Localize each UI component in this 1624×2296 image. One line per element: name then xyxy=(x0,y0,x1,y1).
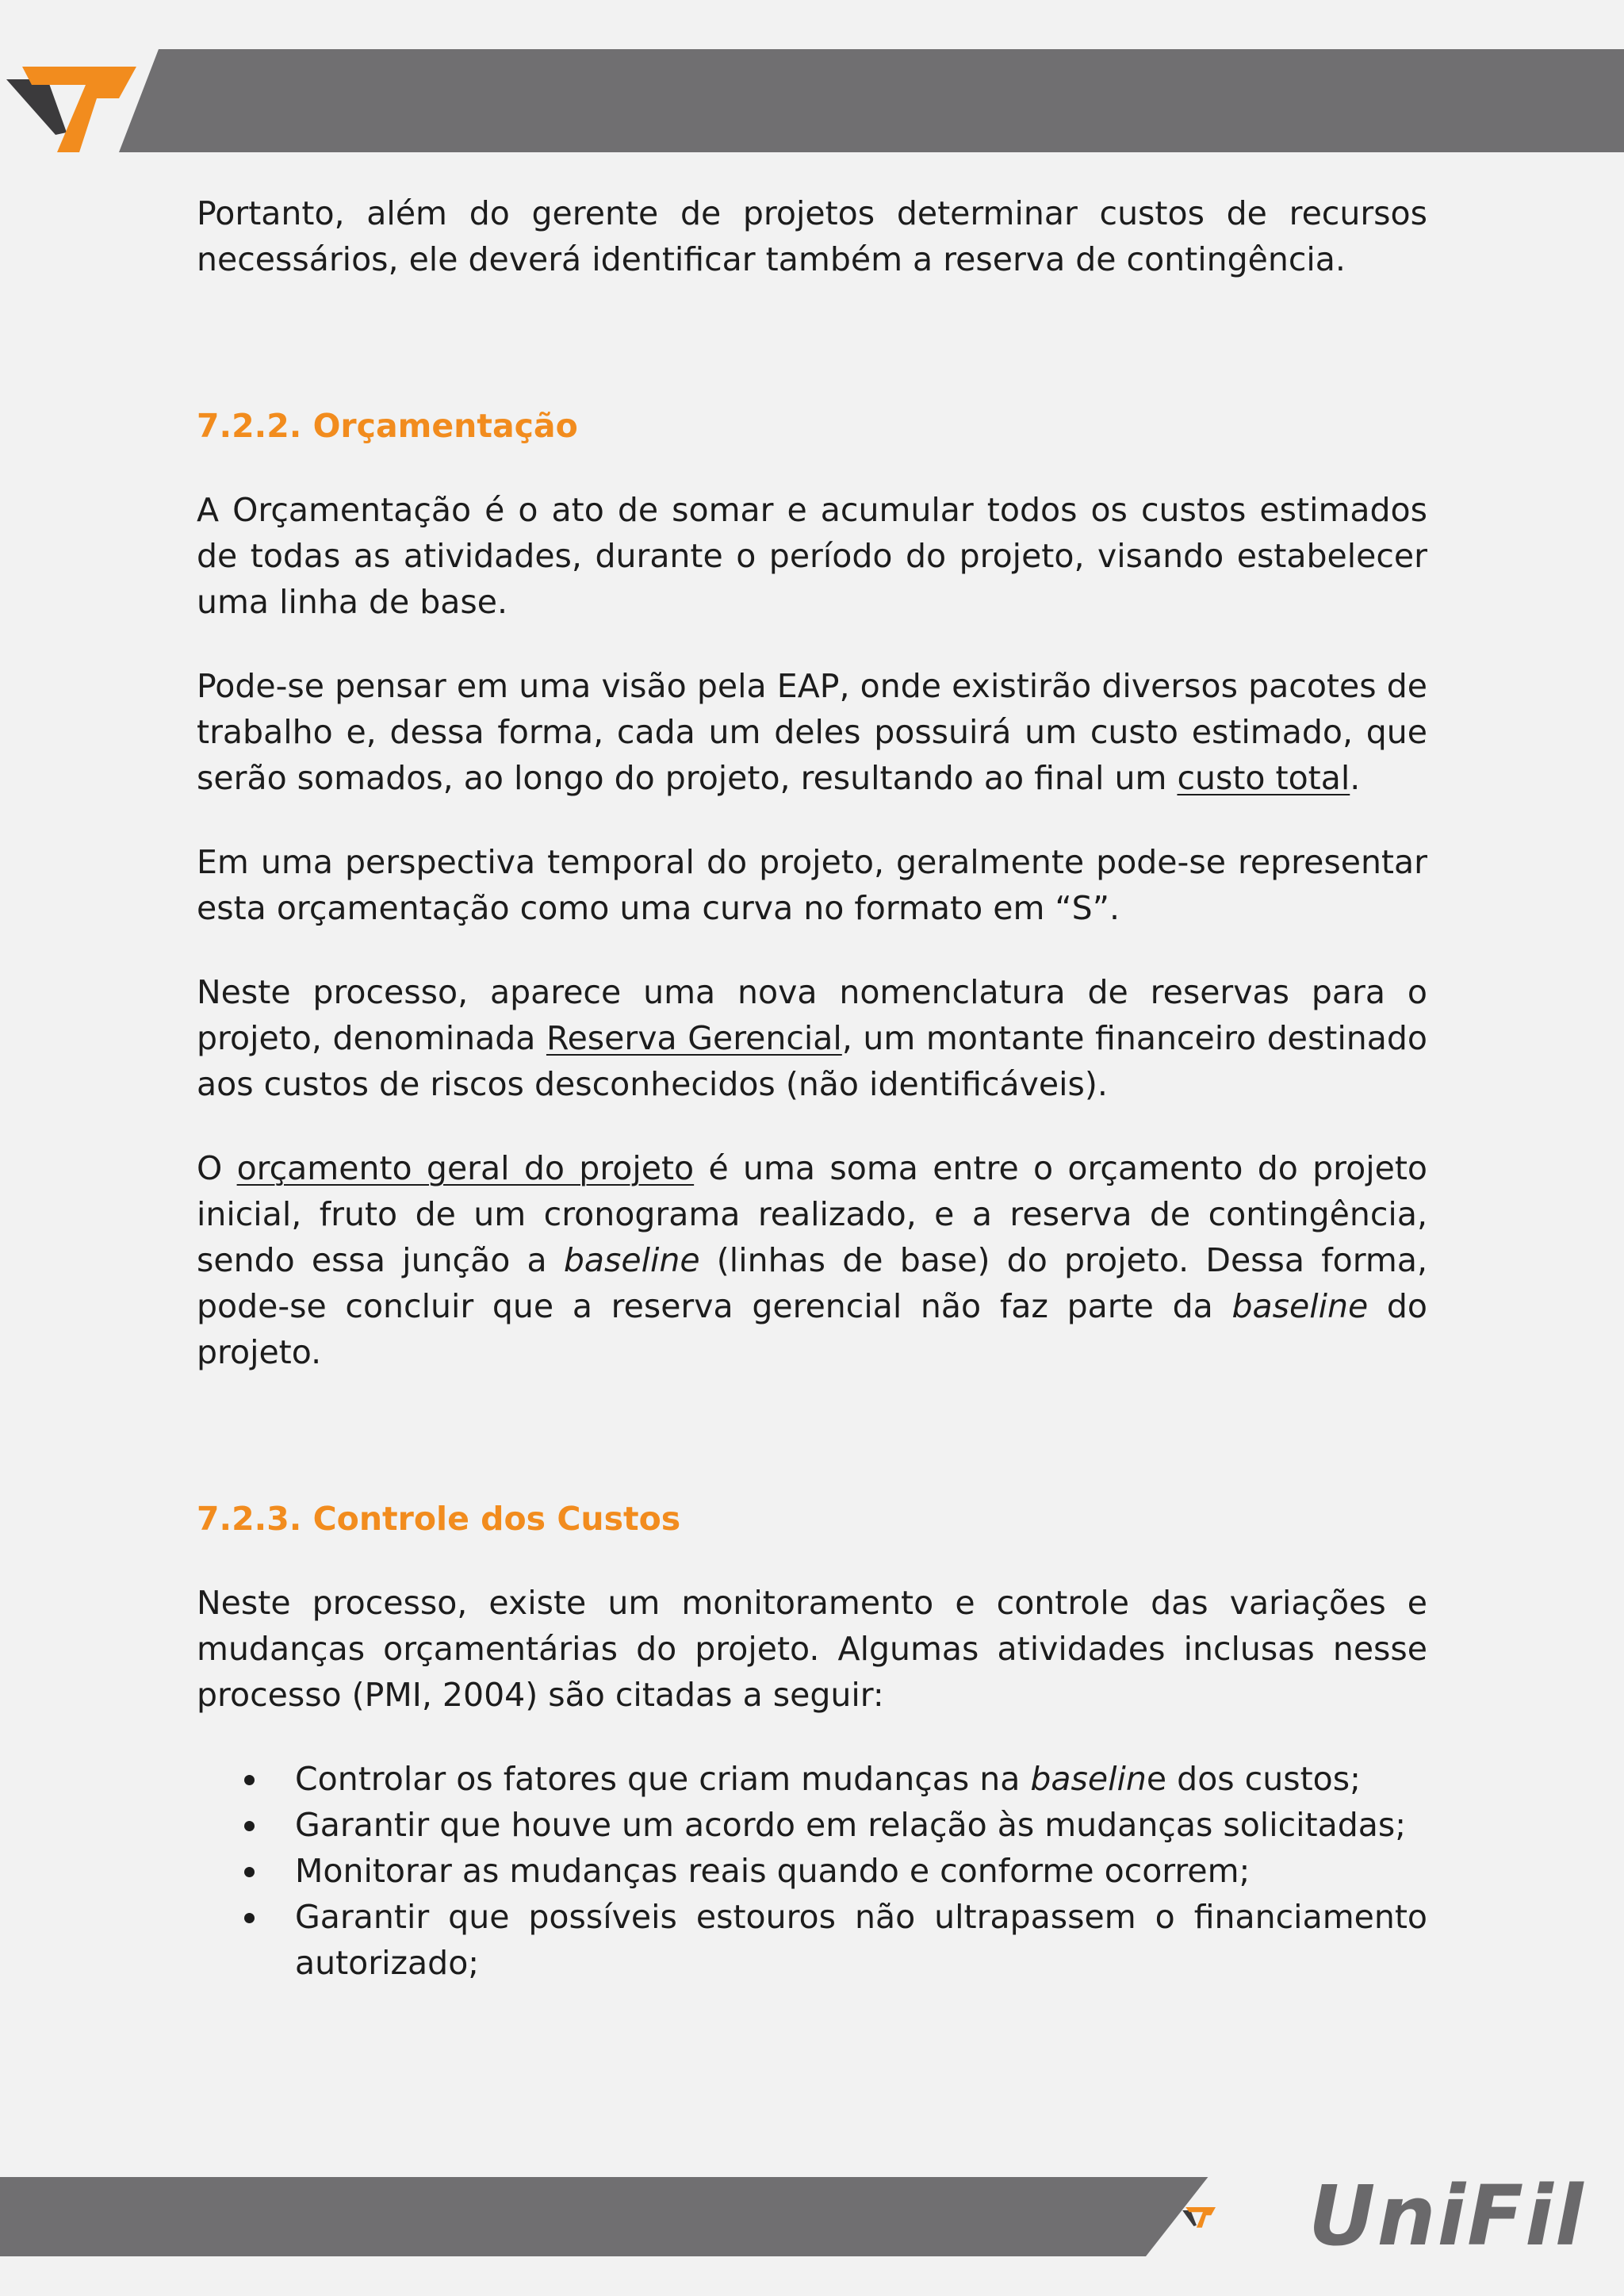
bullet-icon xyxy=(244,1775,255,1785)
unifil-emblem-icon xyxy=(0,49,182,152)
header-bar xyxy=(0,49,1624,152)
list-item: Garantir que possíveis estouros não ultrapassem o financiamento autorizado; xyxy=(197,1894,1427,1986)
paragraph-orcamentacao-definicao: A Orçamentação é o ato de somar e acumular todos os custos estimados de todas as atividades, durante o período do projeto, visando estabelecer uma linha de base. xyxy=(197,491,1427,621)
term-custo-total: custo total xyxy=(1177,759,1350,797)
paragraph-controle-custos: Neste processo, existe um monitoramento e controle das variações e mudanças orçamentárias do projeto. Algumas atividades inclusas nesse processo (PMI, 2004) são citadas a seguir: xyxy=(197,1584,1427,1714)
paragraph-curva-s: Em uma perspectiva temporal do projeto, geralmente pode-se representar esta orçamentação como uma curva no formato em “S”. xyxy=(197,843,1427,927)
list-item: Controlar os fatores que criam mudanças na baseline dos custos; xyxy=(197,1756,1427,1802)
bullet-icon xyxy=(244,1867,255,1877)
term-baseline: baseline xyxy=(563,1241,700,1279)
term-reserva-gerencial: Reserva Gerencial xyxy=(546,1019,842,1057)
paragraph-eap: Pode-se pensar em uma visão pela EAP, onde existirão diversos pacotes de trabalho e, dessa forma, cada um deles possuirá um custo estimado, que serão somados, ao longo do projeto, resultando ao final um custo total. xyxy=(197,667,1427,797)
section-heading-orcamentacao: 7.2.2. Orçamentação xyxy=(197,407,578,445)
section-heading-controle-custos: 7.2.3. Controle dos Custos xyxy=(197,1500,681,1538)
unifil-emblem-icon xyxy=(1182,2177,1308,2256)
paragraph-reserva-gerencial: Neste processo, aparece uma nova nomenclatura de reservas para o projeto, denominada Reserva Gerencial, um montante financeiro destinado aos custos de riscos desconhecidos (não identificáveis). xyxy=(197,973,1427,1103)
term-baseline: baseline xyxy=(1231,1287,1369,1325)
bullet-icon xyxy=(244,1821,255,1831)
document-body xyxy=(197,190,1427,1986)
paragraph-orcamento-geral: O orçamento geral do projeto é uma soma entre o orçamento do projeto inicial, fruto de um cronograma realizado, e a reserva de contingência, sendo essa junção a baseline (linhas de base) do projeto. Dessa forma, pode-se concluir que a reserva gerencial não faz parte da baseline do projeto. xyxy=(197,1149,1427,1371)
bullet-icon xyxy=(244,1913,255,1923)
list-item: Monitorar as mudanças reais quando e conforme ocorrem; xyxy=(197,1848,1427,1894)
term-orcamento-geral: orçamento geral do projeto xyxy=(236,1149,695,1187)
brand-wordmark: UniFil xyxy=(1308,2168,1585,2264)
list-item: Garantir que houve um acordo em relação às mudanças solicitadas; xyxy=(197,1802,1427,1848)
paragraph-reserva-contingencia: Portanto, além do gerente de projetos determinar custos de recursos necessários, ele deverá identificar também a reserva de contingência. xyxy=(197,194,1427,278)
activities-list xyxy=(197,1756,1427,1986)
